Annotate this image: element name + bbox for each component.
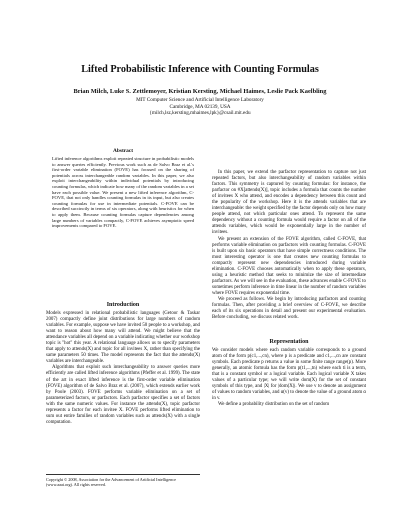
body-paragraph: In this paper, we extend the parfactor representation to capture not just repeated factors, but also interchangeability of random variables within factors. This symmetry is captured by counting formulas: for instance, the parfactor on #X[attends(X)], topic includes a formula that counts the number of invitees X who attend, and encodes a dependency between this count and the popularity of the workshop. Here it is the attends variables that are interchangeable: the weight specified by the factor depends only on how many people attend, not which particular ones attend. To represent the same dependency without a counting formula would require a factor on all of the attends variables, which would be exponentially large in the number of invitees. — [212, 170, 366, 236]
paper-authors: Brian Milch, Luke S. Zettlemoyer, Kristian Kersting, Michael Haimes, Leslie Pack Kaelbling — [73, 88, 327, 95]
affiliation-block — [0, 97, 400, 117]
right-column-intro — [212, 170, 366, 321]
affiliation-line: MIT Computer Science and Artificial Intelligence Laboratory — [136, 97, 264, 103]
paper-title: Lifted Probabilistic Inference with Counting Formulas — [81, 64, 319, 75]
abstract-section — [46, 148, 200, 229]
affiliation-line: Cambridge, MA 02139, USA — [169, 103, 231, 110]
representation-heading: Representation — [269, 339, 309, 345]
intro-paragraph: Models expressed in relational probabilistic languages (Getoor & Taskar 2007) compactly define joint distributions for large numbers of random variables. For example, suppose we have invited 50 people to a workshop, and want to reason about how many will attend. We might believe that the attendance variables all depend on a variable indicating whether our workshop topic is "hot" this year. A relational language allows us to specify parameters that apply to attends(X) and topic for all invitees X, rather than specifying the same parameters 50 times. The model represents the fact that the attends(X) variables are interchangeable. — [46, 311, 200, 365]
representation-paragraph: We consider models where each random variable corresponds to a ground atom of the form p(c1,...,cn), where p is a predicate and c1,...,cn are constant symbols. Each predicate p returns a value in some finite range range(p). More generally, an atomic formula has the form p(t1,...,tn) where each ti is a term, that is a constant symbol or a logical variable. Each logical variable X takes values of a particular type; we will write dom(X) for the set of constant symbols of this type, and |X| for |dom(X)|. We use v to denote an assignment of values to random variables, and α(v) to denote the value of a ground atom α in v. — [212, 348, 366, 402]
copyright-notice: Copyright © 2008, Association for the Advancement of Artificial Intelligence (www.aaai.org). All rights reserved. — [46, 474, 200, 487]
body-paragraph: We proceed as follows. We begin by introducing parfactors and counting formulas. Then, after providing a brief overview of C-FOVE, we describe each of its six operations in detail and present our experimental evaluation. Before concluding, we discuss related work. — [212, 296, 366, 321]
representation-section — [212, 335, 366, 408]
intro-paragraph: Algorithms that exploit such interchangeability to answer queries more efficiently are called lifted inference algorithms (Pfeffer et al. 1999). The state of the art in exact lifted inference is the first-order variable elimination (FOVE) algorithm of de Salvo Braz et al. (2007), which extends earlier work by Poole (2003). FOVE performs variable elimination on a set of parameterized factors, or parfactors. Each parfactor specifies a set of factors with the same numeric values. For instance the attends(X), topic parfactor represents a factor for each invitee X. FOVE performs lifted elimination to sum out entire families of random variables such as attends(X) with a single computation. — [46, 365, 200, 425]
abstract-text: Lifted inference algorithms exploit repeated structure in probabilistic models to answer queries efficiently. Previous work such as de Salvo Braz et al.'s first-order variable elimination (FOVE) has focused on the sharing of potentials across interchangeable random variables. In this paper, we also exploit interchangeability within individual potentials by introducing counting formulas, which indicate how many of the random variables in a set have each possible value. We present a new lifted inference algorithm, C-FOVE, that not only handles counting formulas in its input, but also creates counting formulas for use in intermediate potentials. C-FOVE can be described succinctly in terms of six operators, along with heuristics for when to apply them. Because counting formulas capture dependencies among large numbers of variables compactly, C-FOVE achieves asymptotic speed improvements compared to FOVE. — [52, 156, 194, 229]
introduction-section — [46, 298, 200, 426]
abstract-heading: Abstract — [112, 148, 134, 154]
body-paragraph: We present an extension of the FOVE algorithm, called C-FOVE, that performs variable elimination on parfactors with counting formulas. C-FOVE is built upon six basic operators that have simple correctness conditions. The most interesting operator is one that creates new counting formulas to compactly represent new dependencies introduced during variable elimination. C-FOVE chooses automatically when to apply these operators, using a heuristic method that seeks to minimize the size of intermediate parfactors. As we will see in the evaluation, these advances enable C-FOVE to sometimes perform inference in time linear in the number of random variables where FOVE requires exponential time. — [212, 236, 366, 296]
author-email: {milch,lsz,kersting,mhaimes,lpk}@csail.mit.edu — [149, 110, 251, 117]
introduction-heading: Introduction — [106, 302, 140, 308]
representation-paragraph: We define a probability distribution on the set of random — [218, 402, 330, 408]
